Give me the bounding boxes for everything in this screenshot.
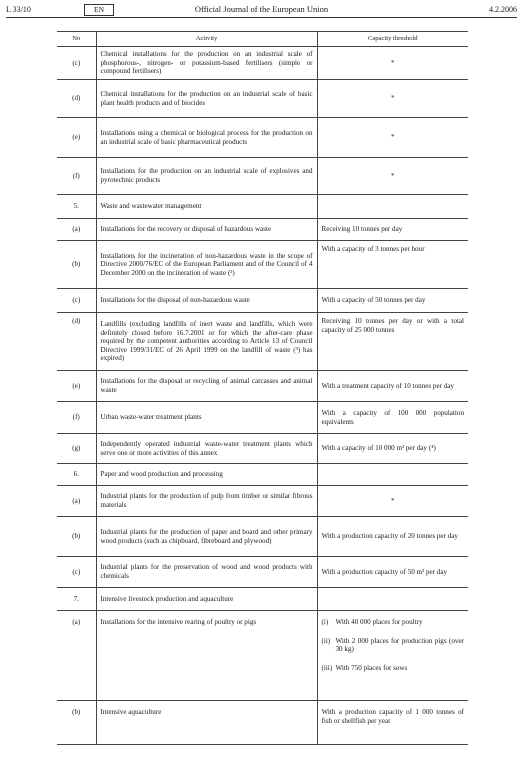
- capacity-cell: With a production capacity of 20 tonnes per day: [317, 517, 468, 557]
- capacity-cell: With a production capacity of 1 000 tonnes of fish or shellfish per year: [317, 701, 468, 745]
- activity-cell: Installations using a chemical or biological process for the production on an industrial scale of basic pharmaceutical products: [96, 118, 317, 158]
- section-number: 7.: [57, 588, 96, 611]
- capacity-cell: With a capacity of 3 tonnes per hour: [317, 241, 468, 289]
- item-numeral: (iii): [321, 663, 333, 672]
- capacity-cell: With a capacity of 10 000 m³ per day (⁴): [317, 434, 468, 464]
- section-number: 6.: [57, 464, 96, 486]
- activity-cell: Installations for the incineration of non-hazardous waste in the scope of Directive 2000/76/EC of the European Parliament and of the Council of 4 December 2000 on the incineration of waste (²): [96, 241, 317, 289]
- language-badge: EN: [84, 4, 114, 16]
- row-number: (a): [57, 219, 96, 241]
- capacity-cell: *: [317, 47, 468, 80]
- activities-table: [57, 31, 468, 745]
- table-row: [57, 557, 468, 588]
- capacity-list-item: [322, 618, 465, 627]
- table-row: [57, 313, 468, 371]
- capacity-cell: With a treatment capacity of 10 tonnes per day: [317, 371, 468, 402]
- row-number: (f): [57, 158, 96, 195]
- page-header: [6, 3, 517, 18]
- row-number: (g): [57, 434, 96, 464]
- table-row: [57, 486, 468, 517]
- capacity-cell: With a production capacity of 50 m³ per day: [317, 557, 468, 588]
- row-number: (c): [57, 47, 96, 80]
- activity-cell: Chemical installations for the production on an industrial scale of phosphorous-, nitrogen- or potassium-based fertilisers (simple or compound fertilisers): [96, 47, 317, 80]
- table-row: [57, 219, 468, 241]
- row-number: (b): [57, 517, 96, 557]
- row-number: (c): [57, 557, 96, 588]
- row-number: (f): [57, 402, 96, 434]
- row-number: (b): [57, 241, 96, 289]
- table-row: [57, 371, 468, 402]
- activity-cell: Intensive aquaculture: [96, 701, 317, 745]
- table-row: [57, 118, 468, 158]
- table-row: [57, 241, 468, 289]
- section-title: Waste and wastewater management: [96, 195, 317, 219]
- capacity-cell: Receiving 10 tonnes per day or with a total capacity of 25 000 tonnes: [317, 313, 468, 371]
- item-text: With 2 000 places for production pigs (over 30 kg): [335, 636, 464, 654]
- activity-cell: Urban waste-water treatment plants: [96, 402, 317, 434]
- table-row: [57, 434, 468, 464]
- column-header-no: No: [57, 32, 96, 47]
- row-number: (d): [57, 313, 96, 371]
- row-number: (d): [57, 80, 96, 118]
- capacity-cell: *: [317, 486, 468, 517]
- table-row: [57, 611, 468, 701]
- capacity-list-item: [322, 664, 465, 673]
- table-row: [57, 158, 468, 195]
- activity-cell: Industrial plants for the preservation of wood and wood products with chemicals: [96, 557, 317, 588]
- activity-cell: Industrial plants for the production of paper and board and other primary wood products (such as chipboard, fibreboard and plywood): [96, 517, 317, 557]
- publication-date: 4.2.2006: [489, 5, 517, 14]
- table-row: [57, 80, 468, 118]
- section-title: Paper and wood production and processing: [96, 464, 317, 486]
- row-number: (a): [57, 486, 96, 517]
- capacity-cell: [317, 464, 468, 486]
- table-row: [57, 195, 468, 219]
- column-header-activity: Activity: [96, 32, 317, 47]
- row-number: (c): [57, 289, 96, 313]
- table-row: [57, 402, 468, 434]
- activity-cell: Installations for the production on an industrial scale of explosives and pyrotechnic products: [96, 158, 317, 195]
- capacity-list-item: [322, 637, 465, 654]
- capacity-cell: *: [317, 158, 468, 195]
- item-numeral: (ii): [321, 636, 331, 645]
- section-title: Intensive livestock production and aquaculture: [96, 588, 317, 611]
- row-number: (e): [57, 371, 96, 402]
- activity-cell: Industrial plants for the production of pulp from timber or similar fibrous materials: [96, 486, 317, 517]
- item-text: With 750 places for sows: [335, 663, 408, 672]
- section-number: 5.: [57, 195, 96, 219]
- item-numeral: (i): [321, 618, 329, 626]
- capacity-cell: *: [317, 118, 468, 158]
- capacity-cell: [317, 588, 468, 611]
- table-row: [57, 588, 468, 611]
- column-header-capacity: Capacity threshold: [317, 32, 468, 47]
- activity-cell: Landfills (excluding landfills of inert waste and landfills, which were definitely closed before 16.7.2001 or for which the after-care phase required by the competent authorities according to Article 13 of Council Directive 1999/31/EC of 26 April 1999 on the landfill of waste (³) has expired): [96, 313, 317, 371]
- table-row: [57, 464, 468, 486]
- journal-title: Official Journal of the European Union: [194, 4, 329, 14]
- activity-cell: Installations for the disposal or recycling of animal carcasses and animal waste: [96, 371, 317, 402]
- row-number: (e): [57, 118, 96, 158]
- row-number: (a): [57, 611, 96, 701]
- table-row: [57, 701, 468, 745]
- table-row: [57, 517, 468, 557]
- table-row: [57, 47, 468, 80]
- capacity-cell: [317, 195, 468, 219]
- activity-cell: Chemical installations for the production on an industrial scale of basic plant health products and of biocides: [96, 80, 317, 118]
- capacity-cell: With a capacity of 50 tonnes per day: [317, 289, 468, 313]
- row-number: (b): [57, 701, 96, 745]
- capacity-cell: *: [317, 80, 468, 118]
- activity-cell: Installations for the disposal of non-hazardous waste: [96, 289, 317, 313]
- capacity-list: [317, 611, 468, 701]
- capacity-cell: With a capacity of 100 000 population equivalents: [317, 402, 468, 434]
- activity-cell: Installations for the recovery or disposal of hazardous waste: [96, 219, 317, 241]
- table-row: [57, 289, 468, 313]
- capacity-cell: Receiving 10 tonnes per day: [317, 219, 468, 241]
- page-reference: L 33/10: [6, 5, 31, 14]
- activity-cell: Installations for the intensive rearing of poultry or pigs: [96, 611, 317, 701]
- activity-cell: Independently operated industrial waste-water treatment plants which serve one or more activities of this annex: [96, 434, 317, 464]
- table-header-row: [57, 32, 468, 47]
- item-text: With 40 000 places for poultry: [335, 618, 423, 626]
